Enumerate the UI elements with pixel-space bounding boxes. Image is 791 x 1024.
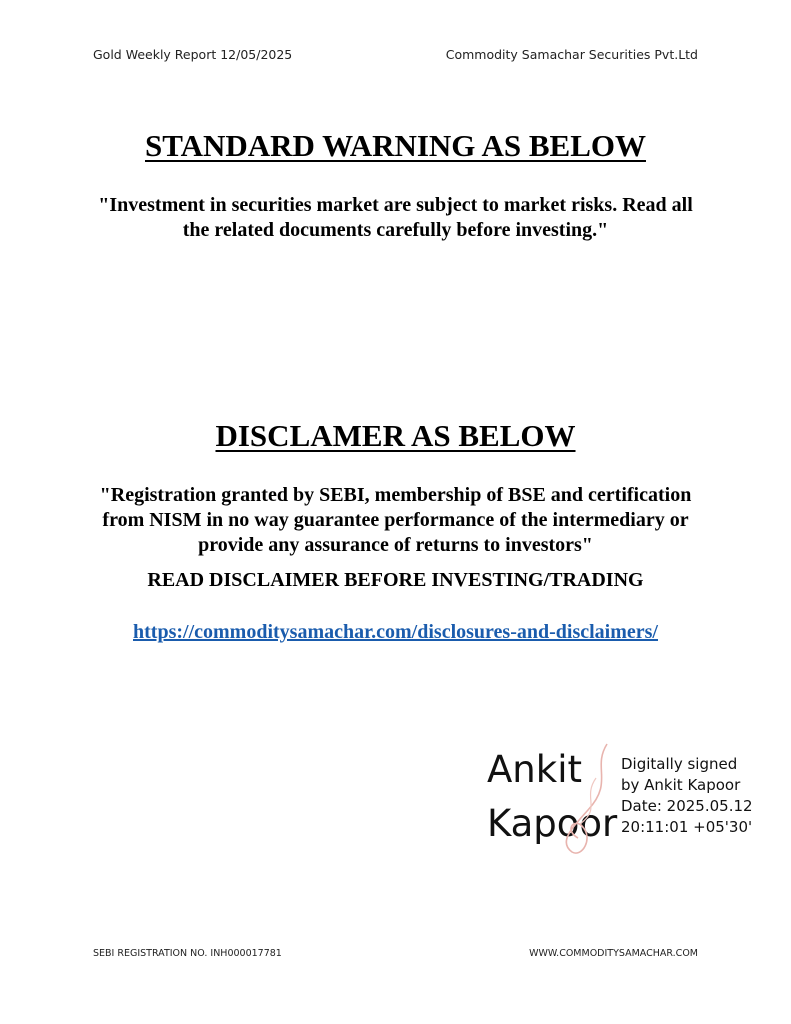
header-report-title: Gold Weekly Report 12/05/2025	[93, 47, 293, 62]
footer-registration-number: SEBI REGISTRATION NO. INH000017781	[93, 948, 282, 959]
signature-line: Date: 2025.05.12	[621, 797, 753, 815]
read-disclaimer-notice: READ DISCLAIMER BEFORE INVESTING/TRADING	[147, 569, 644, 591]
signature-line: by Ankit Kapoor	[621, 776, 741, 794]
standard-warning-text: "Investment in securities market are subject to market risks. Read all the related documents carefully before investing."	[98, 194, 693, 241]
signature-mark-icon	[552, 738, 622, 858]
signature-first-name: Ankit	[487, 748, 582, 791]
disclaimer-heading: DISCLAMER AS BELOW	[215, 418, 576, 453]
disclaimer-link-line	[0, 621, 791, 644]
signature-line: 20:11:01 +05'30'	[621, 818, 753, 836]
header-company-name: Commodity Samachar Securities Pvt.Ltd	[445, 47, 698, 62]
disclaimer-link[interactable]: https://commoditysamachar.com/disclosures-and-disclaimers/	[133, 621, 658, 643]
signature-last-name: Kapoor	[487, 802, 618, 845]
digital-signature-details	[621, 754, 753, 838]
disclaimer-text: "Registration granted by SEBI, membership of BSE and certification from NISM in no way guarantee performance of the intermediary or provide any assurance of returns to investors"	[99, 484, 692, 556]
signature-line: Digitally signed	[621, 755, 738, 773]
footer-website: WWW.COMMODITYSAMACHAR.COM	[529, 948, 698, 959]
standard-warning-heading: STANDARD WARNING AS BELOW	[145, 128, 646, 163]
